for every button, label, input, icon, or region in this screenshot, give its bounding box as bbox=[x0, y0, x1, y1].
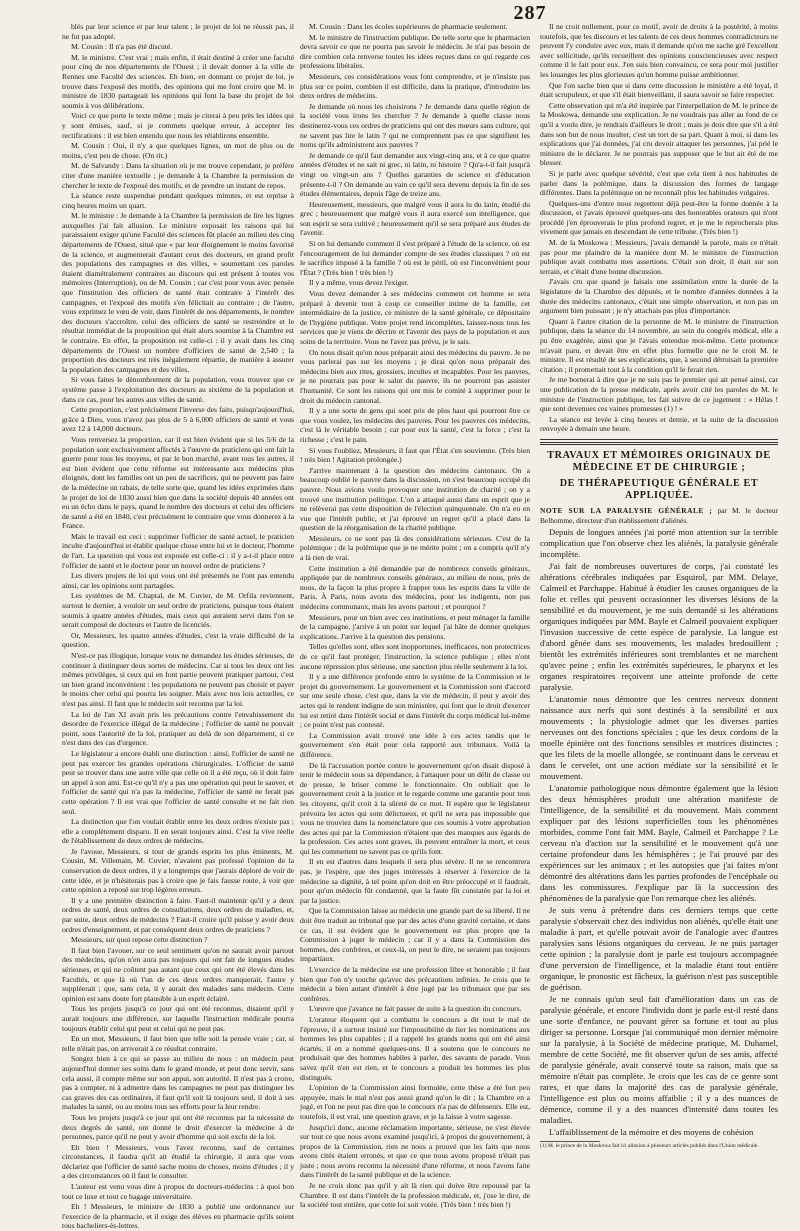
column-left bbox=[62, 22, 294, 1231]
article-byline: par M. le docteur Belhomme, directeur d'un établissement d'aliénés. bbox=[540, 505, 778, 525]
paragraph: J'avais cru que quand je faisais une assimilation entre la durée de la législature de la Chambre des députés, et le nombre d'années données à la durée des médecins cantonaux, c'était une simple observation, et non pas un argument bien puissant ; je n'y attachais pas plus d'importance. bbox=[540, 277, 778, 316]
footnote-rule bbox=[540, 1141, 600, 1142]
paragraph: Jusqu'ici donc, aucune réclamation importante, sérieuse, ne s'est élevée sur tout ce que nous avons examiné jusqu'ici, à propos du gouvernement, à propos de la Commission, rien ne nous a prouvé que les faits que nous avons cités étaient erronés, et que ce que nous avons proposé n'était pas juste ; nous avons reconnu la nécessité d'une réforme, et nous l'avons faite dans l'intérêt de la santé publique et de la science. bbox=[300, 1122, 530, 1180]
paragraph: Je ne connais qu'un seul fait d'amélioration dans un cas de paralysie générale, et encore l'individu dont je parle est-il resté dans une sorte d'enfance, ne pouvant gérer sa fortune et tout au plus diriger sa personne. Lorsque j'ai communiqué mon dernier mémoire sur la paralysie, à la Société de médecine pratique, M. Duhamel, membre de cette Société, me fit observer qu'un de ses amis, affecté de paralysie générale, avait conservé toute sa raison, mais que sa mémoire n'était pas complète. Je crois que les cas de ce genre sont rares, et que dans la majorité des cas de paralysie générale, l'intelligence est plus ou moins affaiblie ; il y a des nuances de démence, comme il y a des nuances d'intensité dans toutes les maladies. bbox=[540, 994, 778, 1126]
paragraph: Telles qu'elles sont, elles sont inopportunes, inefficaces, non protectrices de ce qu'il faut protéger, l'instruction, la science publique ; elles n'ont aucune répression plus sérieuse, une sanction plus réelle seulement à la loi. bbox=[300, 642, 530, 671]
paragraph: La loi de l'an XI avait pris les précautions contre l'envahissement du desordre de l'exercice illégal de la médecine ; l'officier de santé ne pouvait point, sous l'autorité de la loi, pratiquer au delà de son département, si ce n'est dans des cas d'urgence. bbox=[62, 709, 294, 748]
paragraph: La séance reste suspendue pendant quelques minutes, et est reprise à cinq heures moins un quart. bbox=[62, 191, 294, 210]
paragraph: Les divers projets de loi qui vous ont été présentés ne l'ont pas entendu ainsi, car les opinions sont partagées. bbox=[62, 571, 294, 590]
section-title: TRAVAUX ET MÉMOIRES ORIGINAUX DE MÉDECINE ET DE CHIRURGIE ; bbox=[547, 449, 771, 473]
paragraph: Il ne croit nullement, pour ce motif, avoir de droits à la postérité, à moins toutefois, que les discours et les talents de ces deux hommes contradicteurs ne peuvent l'y conduire avec eux, mais il demande qu'on me sache gré l'excellent avec sollicitude, qu'ils recueillent des opinions consciencieuses avec respect comme il le fait pour eux. J'en suis bien convaincu, ce sera pour moi justifier les louanges les plus glorieuses qu'un homme puisse ambitionner. bbox=[540, 22, 778, 79]
paragraph: Cette institution a été demandée par de nombreux conseils généraux, appliquée par de nombreux conseils généraux, au milieu de nous, près de nous, de la façon la plus propre à frapper tous les esprits dans la ville de Paris. À Paris, nous avons des médecins, pour les indigents, non pas médecins communaux, mais les avons partout ; et pourquoi ? bbox=[300, 563, 530, 612]
paragraph: M. le ministre : Je demande à la Chambre la permission de lire les lignes auxquelles j'ai fait allusion. Le ministre exposait les raisons qui lui paraissaient exiger qu'une Faculté des sciences fût placée au milieu des cinq départements de l'Ouest, situé que « par leur éloignement le moins favorisé de la science, et augmenterait d'autant ceux des docteurs, en grand profit des populations des campagnes et des villes, » soumettant ces paroles étaient diamétralement contraires au discours qui est présent à toutes vos mémoires (Interruption), ou de M. Cousin ; car c'est pour vous avec pensée que l'institution des officiers de santé était contraire à l'intérêt des campagnes, et l'exposé des motifs s'en félicitait au contraire ; de l'autre, vous exprimez le vœu de voir, dans l'intérêt de nos départements, le nombre des docteurs s'accroître, celui des officiers de santé se restreindre et le résultat immédiat de la proposition qui était alors soumise à la Chambre est le contraire. En effet, la proposition est celle-ci : il y avait dans les cinq départements de l'Ouest un nombre d'officiers de santé de 2,540 ; la proportion des docteurs est très inégalement répartie, de manière à assurer la population des campagnes et des villes. bbox=[62, 211, 294, 374]
paragraph: L'exercice de la médecine est une profession libre et honorable ; il faut bien que l'on n'y touche qu'avec des précautions infinies. Je crois que le médecin a bien autant d'intérêt à être jugé par les tribunaux que par ses confrères. bbox=[300, 965, 530, 1003]
paragraph: Il y a même, vous devez l'exiger. bbox=[309, 278, 409, 288]
paragraph: Tous les projets jusqu'à ce jour qui ont été reconnus, disaient qu'il y aurait toujours une différence, sur laquelle l'instruction médicale pourra toujours établir celui qui peut et celui qui ne peut pas. bbox=[62, 1004, 294, 1033]
article-body bbox=[540, 527, 778, 1138]
paragraph: Que l'on sache bien que si dans cette discussion le ministère a été loyal, il était scrupuleux, et que s'il était bienveillant, il saura savoir se faire respecter. bbox=[540, 80, 778, 100]
paragraph: Songez bien à ce qui se passe au milieu de nous : un médecin peut aujourd'hui donner ses soins dans le grand monde, et peut donc servir, sans cela aussi, il compte même sur son appui, son autorité. Il n'est pas à croire, pas à compter, ni à admettre dans les campagnes ne peut pas distinguer les cas graves des cas ordinaires, il faut qu'il soit là toujours seul, il doit à ses malades la santé, ou au moins tous ses efforts pour la leur rendre. bbox=[62, 1054, 294, 1112]
column-middle bbox=[300, 22, 530, 1210]
paragraph: M. Cousin : Il n'a pas été discuté. bbox=[71, 42, 173, 52]
paragraph: J'arrive maintenant à la question des médecins cantonaux. On a beaucoup oublié le pauvre dans la discussion, on s'est beaucoup occupé du pauvre. Nous avions voulu provoquer une institution de charité ; on y a trouvé une institution politique. L'on a attaqué aussi dans un esprit que je ne relèverai pas cette disposition de l'élection quinquennale. On n'a eu en vue que l'intérêt public, et j'ai éprouvé un regret qu'il a placé dans la question de la réorganisation de la charité publique. bbox=[300, 465, 530, 533]
paragraph: Mais le travail est ceci : supprimer l'officier de santé actuel, le praticien inculte d'aujourd'hui et établir quelque chose entre lui et le docteur, l'homme de l'art. La question qui vous est exposée est celle-ci : il y a-t-il place entre l'officier de santé et le docteur pour un nouvel ordre de praticiens ? bbox=[62, 531, 294, 570]
article-header bbox=[540, 506, 778, 525]
paragraph: Je suis venu à prétendre dans ces derniers temps que cette paralysie s'observait chez des individus non aliénés, qu'elle était une maladie à part, et qu'elle pouvait avoir de l'analogie avec d'autres paralysies sans lésions organiques du cerveau. Je ne puis partager cette opinion ; la paralysie dont je parle est toujours accompagnée d'une perversion de l'intelligence, et la maladie étant tout entière organique, le pronostic est fâcheux, la guérison n'est pas susceptible de guérison. bbox=[540, 905, 778, 993]
paragraph: Cette observation qui m'a été inspirée par l'interpellation de M. le prince de la Moskowa, demande une explication. Je ne voudrais pas aller au fond de ce qu'il a voulu dire, je rendrais d'ailleurs le droit ; mais je dois dire que s'il a été dans son but de nous insulter, c'est un tort de sa part. Quant à moi, si dans les explications que j'ai données, j'ai cru devoir attaquer les personnes, j'ai prié le ministre de le déclarer. Je ne pourrais pas supposer que le but ait été de me blesser. bbox=[540, 100, 778, 168]
paragraph: blés par leur science et par leur talent ; le projet de loi ne réussit pas, il ne fut pas adopté. bbox=[62, 22, 294, 41]
paragraph: Si je parle avec quelque sévérité, c'est que cela tient à nos habitudes de parler dans la polémique, dans la discussion des formes de langage différentes. Dans la polémique on ne reconnaît plus les habitudes vulgaires. bbox=[540, 168, 778, 198]
section-subtitle: DE THÉRAPEUTIQUE GÉNÉRALE ET APPLIQUÉE. bbox=[559, 477, 759, 501]
paragraph: De là l'accusation portée contre le gouvernement qu'on disait disposé à tenir le médecin sous sa dépendance, à l'attaquer pour un délit de classe ou de presse, le briser comme le fonctionnaire. On oubliait que le gouvernement croit à la justice et le regarde comme une garantie pour tous les citoyens, qu'il croit à la sûreté de ce mot. Il espère que le législateur prévoira les actes qui sont délictueux, et qu'il ne sera pas impossible que vous ne trouviez dans la nomenclature que ces soumis à votre approbation des actes qui par la Commission n'étaient que des manques aux égards de la profession. Ces actes sont graves, ils peuvent entraîner la mort, et ceux qui les commettent ne savent pas ce qu'ils font. bbox=[300, 760, 530, 856]
paragraph: La distinction que l'on voulait établir entre les deux ordres n'existe pas ; elle a complètement disparu. Il en serait toujours ainsi. C'est la vive réelle de l'établissement de deux ordres de médecins. bbox=[62, 817, 294, 846]
paragraph: On nous disait qu'on nous préparait ainsi des médecins du pauvre. Je ne vous parlerai pas sur les moyens ; je dirai qu'on nous préparait des médecins bien aux rites, grossiers, incultes et incapables. Pour les pauvres, je ne pourrais pas pour le salut du pauvre, ils ne pourront pas assister l'humanité. Ce sont les raisons qui ont mis le comité à supprimer pour le droit du médecin cantonal. bbox=[300, 347, 530, 405]
paragraph: Depuis de longues années j'ai porté mon attention sur la terrible complication que l'on observe chez les aliénés, la paralysie générale incomplète. bbox=[540, 527, 778, 560]
paragraph: Messieurs, sur quoi repose cette distinction ? bbox=[71, 935, 208, 945]
paragraph: Le législateur a encore établi une distinction : ainsi, l'officier de santé ne peut pas exercer les grandes opérations chirurgicales. L'officier de santé peut se trouver dans une autre ville que celle où il a été reçu, où il doit faire un appel à son ami. Est-ce qu'il n'y a pas une opération qui peut le sauver, et l'officier de santé qui n'a pas la médecine, l'officier de santé ne ferait pas cette opération ? Il est vrai que l'officier de santé consulte et ne fait rien seul. bbox=[62, 748, 294, 816]
page-number: 287 bbox=[513, 2, 547, 24]
paragraph: Je l'avoue, Messieurs, si tout de grands esprits les plus éminents, M. Cousin, M. Villemain, M. Cuvier, n'avaient pas professé l'opinion de la conservation de deux ordres, il y a longtemps que j'aurais déploré de voir de cette idée, et je n'hésiterais pas à croire que je fais fausse route, à voir que cette opinion a reposé sur trop légères erreurs. bbox=[62, 846, 294, 895]
paragraph: Messieurs, ces considérations vous font comprendre, et je n'insiste pas plus sur ce point, combien il est difficile, dans la pratique, d'introduire les deux ordres de médecins. bbox=[300, 71, 530, 101]
footnote: (1) M. le prince de la Moskowa fait ici allusion à plusieurs articles publiés dans l'Union médicale. bbox=[540, 1143, 759, 1150]
paragraph: M. de Salvandy : Dans la situation où je me trouve cependant, je préfère citer d'une manière textuelle ; je demande à la Chambre la permission de chercher le texte de l'exposé des motifs, et de prendre un instant de repos. bbox=[62, 161, 294, 190]
paragraph: M. le ministre de l'instruction publique. De telle sorte que le pharmacien devra savoir ce que ne pourra pas savoir le médecin. Je n'ai pas besoin de dire combien cela renverse toutes les idées reçues dans ce qui regarde ces professions libérales. bbox=[300, 32, 530, 71]
paragraph: Vous renversez la proportion, car il est bien évident que si les 5/6 de la population sont exclusivement affectés à l'œuvre de praticiens qui ont fait la guerre pour tous les moyens, et par le bon marché, avant tous les autres, il est bien évident que cette réforme est intéressante aux médecins plus éloignés, dont les familles ont un peu de sacrifices, qui ne peuvent pas faire de la médecine un rabais, de telle sorte que, quand les idées exprimées dans le projet de loi de 1830 aussi bien que dans la société depuis 40 années ont eu un écho dans le pays, quand le nombre des docteurs et celui des officiers de santé a été en 1840, c'est précisément le contraire que vous donnerez à la France. bbox=[62, 434, 294, 531]
paragraph: Eh bien ! Messieurs, vous l'avez reconnu, sauf de certaines circonstances, il faudra qu'il ait étudié la chirurgie, il aura que vous déclariez que l'officier de santé sache moins de choses, moins d'études ; il y a des circonstances où il faut le consulter. bbox=[62, 1142, 294, 1181]
paragraph: La séance est levée à cinq heures et demie, et la suite de la discussion renvoyée à demain une heure. bbox=[540, 414, 778, 434]
paragraph: Si vous l'oubliez, Messieurs, il faut que l'État s'en souvienne. (Très bien ! très bien ! Agitation prolongée.) bbox=[300, 445, 530, 465]
paragraph: Voici ce que porte le texte même ; mais je citerai à peu près les idées qui y sont émises, sauf, si je commets quelque erreur, à accepter les rectifications : il est bien entendu que nous les rétablirons ensemble. bbox=[62, 111, 294, 140]
paragraph: En un mot, Messieurs, il faut bien que telle soit la pensée vraie ; car, si telle n'était pas, on arriverait à ce résultat contraire. bbox=[62, 1034, 294, 1053]
paragraph: Quant à l'autre citation de la personne de M. le ministre de l'instruction publique, dans la séance du 14 novembre, au sein du congrès médical, elle a pu être exagérée, ainsi que je l'avais entendue moi-même. Cette prononce m'avait paru, et devait être en effet plus formelle que ne le croit M. le ministre. Il est résulté de ses explications, que, à second détruisait la première citation ; il promettait tout à la condition qu'il le ferait rien. bbox=[540, 316, 778, 374]
paragraph: Je ne crois donc pas qu'il y ait là rien qui doive être repoussé par la Chambre. Il est dans l'intérêt de la profession médicale, et, j'ose le dire, de la société tout entière, que cette loi soit votée. (Très bien ! très bien !) bbox=[300, 1181, 530, 1210]
paragraph: Or, Messieurs, les quatre années d'études, c'est la vraie difficulté de la question. bbox=[62, 630, 294, 650]
paragraph: Tous les projets jusqu'à ce jour qui ont été reconnus par la nécessité de deux degrés de santé, ont donné le droit d'exercer la médecine à de personnes, parce qu'il ne peut y avoir d'homme qui soit exclu de la loi. bbox=[62, 1112, 294, 1142]
paragraph: L'anatomie pathologique nous démontre également que la lésion des deux hémisphères produit une altération manifeste de l'intelligence, de la sensibilité et du mouvement. Mais comment expliquer par des lésions superficielles tous les phénomènes morbides, comme l'ont fait MM. Bayle, Calmeil et Parchappe ? Le cerveau n'a d'action sur la sensibilité et le mouvement qu'à une certaine profondeur dans les hémisphères ; je l'ai prouvé par des expériences sur les animaux ; et les autopsies que j'ai faites m'ont démontré des altérations dans les parties profondes de l'encéphale ou dans les commissures. J'explique par là la succession des phénomènes de la paralysie que l'on remarque chez les aliénés. bbox=[540, 783, 778, 904]
section-rule bbox=[540, 439, 778, 440]
paragraph: Je demande où nous les choisirons ? Je demande dans quelle région de la société vous irons les chercher ? Je demande à quelle classe nous destinerez-vous ces ordres de praticiens qui ont des mœurs sans culture, qui ne savent pas lire le latin ? qui ne comprennent pas ce que signifient les noms qu'ils administrent aux pauvres ? bbox=[300, 101, 530, 150]
paragraph: Quelques-uns d'entre nous regrettent déjà peut-être la forme donnée à la discussion, et j'avais éprouvé quelques-uns des honorables orateurs qui n'ont procédé j'en éprouverais le plus profond regret, et je me le reprocherais plus vivement que jamais en descendant de cette tribune. (Très bien !) bbox=[540, 198, 778, 237]
paragraph: M. de la Moskowa : Messieurs, j'avais demandé la parole, mais ce n'était pas pour me plaindre de la manière dont M. le ministre de l'instruction publique avait combattu mes assertions. C'était son droit, il était sur son terrain, et c'était d'une bonne discussion. bbox=[540, 238, 778, 276]
paragraph: Vous devez demander à ses médecins comment cet homme se sera préparé à devenir tout à coup ce conseiller intime de la famille, cet intermédiaire de la justice, ce ministre de la santé générale, ce dépositaire de l'hygiène publique. Votre projet rend incomplètes, laissez-nous tous les services que je viens de décrire et l'avenir des pays de la population et aux soins de la territoire. Vous ne l'avez pas prévu, je le sais. bbox=[300, 289, 530, 346]
column-right bbox=[540, 22, 778, 1150]
article-heading: NOTE SUR LA PARALYSIE GÉNÉRALE ; bbox=[540, 505, 713, 515]
paragraph: M. Cousin : Oui, il n'y a que quelques lignes, un mot de plus ou de moins, c'est peu de chose. (On rit.) bbox=[62, 141, 294, 160]
section-double-rule bbox=[540, 442, 778, 445]
paragraph: Il en est d'autres dans lesquels il sera plus sévère. Il ne se rencontrera pas, je l'espère, que des juges intéressés à réserver à l'exercice de la médecine sa dignité, à tel point qu'on doit en être préoccupé et il faudrait, pour qu'un médecin fût condamné, que la faute fût constatée par la loi et par la justice. bbox=[300, 857, 530, 905]
paragraph: Il y a une première distinction à faire. Faut-il maintenir qu'il y a deux ordres de santé, deux ordres de consultations, deux ordres de maladies, et, par suite, deux ordres de médecins ? Faut-il croire qu'il puisse y avoir deux ordres d'enseignement, et par conséquent deux ordres de praticiens ? bbox=[62, 895, 294, 934]
paragraph: Heureusement, messieurs, que malgré vous il aura lu du latin, étudié du grec ; heureusement que malgré vous il aura exercé son intelligence, que son esprit se sera cultivé ; heureusement qu'il se sera préparé aux études de l'avenir. bbox=[300, 199, 530, 238]
paragraph: La Commission avait trouvé une idée à ces actes tandis que le gouvernement s'en était pour cela rapporté aux tribunaux. Voilà la différence. bbox=[300, 730, 530, 759]
paragraph: L'œuvre que j'avance ne fait passer de suite à la question du concours. bbox=[309, 1004, 522, 1014]
paragraph: Messieurs, ce ne sont pas là des considérations sérieuses. C'est de la polémique ; de la polémique que je ne mérite point ; on a compris qu'il n'y a là rien de vrai. bbox=[300, 533, 530, 563]
paragraph: L'auteur est venu vous dire à propos de docteurs-médecins : à quoi bon tout ce luxe et tout ce bagage universitaire. bbox=[62, 1182, 294, 1201]
paragraph: J'ai fait de nombreuses ouvertures de corps, j'ai constaté les altérations cérébrales indiquées par Esquirol, par MM. Delaye, Calmeil et Parchappe. Habitué à étudier les causes organiques de la folie et celles qui peuvent occasionner les diverses lésions de la sensibilité et du mouvement, je me suis demandé si les altérations organiques indiquées par MM. Bayle et Calmeil pouvaient expliquer l'invasion successive de cette espèce de paralysie. La langue est d'abord gênée dans ses mouvements, les malades bredouillent ; bientôt les extrémités inférieures sont tremblantes et ne marchent qu'avec peine ; enfin les extrémités supérieures, le pharynx et les organes respiratoires reçoivent une atteinte profonde de cette paralysie. bbox=[540, 561, 778, 693]
paragraph: Il faut bien l'avouer, sur ce seul sentiment qu'on ne saurait avoir partout des médecins, qu'on n'en aura pas toujours qui ont fait de longues études sérieuses, et qui ne coûtent pas autant que ceux qui ont été élevés dans les Facultés, et que là où l'un de ces deux ordres manquerait, l'autre y suppléerait ; que, sans cela, il y aurait des malades sans médecin. Cette opinion est sans doute fort plausible à un esprit éclairé. bbox=[62, 945, 294, 1003]
session-transcript-end bbox=[540, 22, 778, 434]
paragraph: Je me bornerai à dire que je ne suis pas le premier qui ait pensé ainsi, car une publication de la presse médicale, après avoir cité les paroles de M. le ministre de l'instruction publique, les fait suivre de ce jugement : « Hélas ! que sont devenues ces vaines promesses (1) ! » bbox=[540, 375, 778, 414]
paragraph: L'opinion de la Commission ainsi formulée, cette thèse a été fort peu appuyée, mais le mal n'est pas aussi grand qu'on le dit ; la Chambre en a jugé, et l'on ne peut pas dire que le concours n'a pas de défenseurs. Elle est, toutefois, il est vrai, une question grave, et je la laisse à votre sagesse. bbox=[300, 1083, 530, 1121]
paragraph: M. le ministre. C'est vrai ; mais enfin, il était destiné à créer une faculté pour cinq de nos départements de l'Ouest ; il devait donner à la ville de Rennes une Faculté des sciences. Eh bien, en donnant ce projet de loi, je trouve dans l'exposé des motifs, des opinions qui me font croire que M. le ministre de 1830 partageait les opinions qui font la base du projet de loi soumis à vos délibérations. bbox=[62, 52, 294, 110]
paragraph: Eh ! Messieurs, le ministre de 1830 a publié une ordonnance sur l'exercice de la pharmacie, et il exige des élèves en pharmacie qu'ils soient tous bacheliers-ès-lettres. bbox=[62, 1202, 294, 1231]
paragraph: M. Cousin : Dans les écoles supérieures de pharmacie seulement. bbox=[309, 22, 508, 31]
paragraph: Messieurs, pour un bien avec ces institutions, et peut ménager la famille de la campagne, j'arrive à un point sur lequel j'ai hâte de donner quelques explications. J'arrive à la question des pensions. bbox=[300, 612, 530, 641]
paragraph: Si on lui demande comment il s'est préparé à l'étude de la science, où est l'encouragement de lui demander compte de ses études classiques ? où est le sacrifice imposé à la famille ? où est le péril, où est l'inconvénient pour l'État ? (Très bien ! très bien !) bbox=[300, 239, 530, 277]
paragraph: Il y a une différence profonde entre le système de la Commission et le projet du gouvernement. Le gouvernement et la Commission sont d'accord sur une seule chose, c'est que, dans la vie de médecin, il peut y avoir des actes qui le rendent indigne de son ministère, qui font que le droit d'exercer lui est retiré dans l'intérêt social et dans l'intérêt du corps médical lui-même ; ce point n'est pas contesté. bbox=[300, 672, 530, 730]
paragraph: Je demande ce qu'il faut demander aux vingt-cinq ans, et à ce que quatre années d'études et ne sait ni grec, ni latin, ni histoire ? Qu'a-t-il fait jusqu'à vingt ou vingt-un ans ? Quelles garanties de science et d'éducation présente-t-il ? On demande au vain ce qu'il sera devenu depuis la fin de ses études élémentaires, depuis l'âge de treize ans. bbox=[300, 150, 530, 199]
paragraph: Les systèmes de M. Chaptal, de M. Cuvier, de M. Orfila reviennent, surtout le dernier, à vouloir un seul ordre de praticiens, puisque tous étaient soumis à quatre années d'études, mais ceux qui auraient servi dans l'on se serait composé de docteurs et l'autre de licenciés. bbox=[62, 591, 294, 630]
paragraph: Si vous faites le dénombrement de la population, vous trouvez que ce système passe à l'exploitation des docteurs au sixième de la population et dans ce cas, pour les autres aux villes de santé. bbox=[62, 375, 294, 404]
paragraph: Il y a une sorte de gens qui sont pris de plus haut qui pourront être ce que vous voulez, les médecins des pauvres. Pour les pauvres ces médecins, c'est là le véritable besoin ; car pour eux la santé, c'est la force ; c'est la richesse ; c'est le pain. bbox=[300, 406, 530, 444]
paragraph: N'est-ce pas illogique, lorsque vous ne demandez les études sérieuses, de continuer à distinguer deux sortes de médecins. Car si tous les deux ont les mêmes privilèges, si ceux qui en font partie peuvent pratiquer partout, c'est un bien grand inconvénient : les populations ne peuvent pas choisir et payer le moins cher celui qui pourra les soigner. Mais avec nos lois actuelles, ce n'est pas ainsi. Il faut que le médecin soit reconnu par la loi. bbox=[62, 651, 294, 708]
paragraph: Cette proportion, c'est précisément l'inverse des faits, puisqu'aujourd'hui, grâce à Dieu, vous n'avez pas plus de 5 à 6,000 officiers de santé et vous avez 12 à 14,000 docteurs. bbox=[62, 405, 294, 434]
paragraph: Que la Commission laisse au médecin une grande part de sa liberté. Il ne doit être traduit au tribunal que par des actes d'une gravité certaine, et dans ce cas, il est évident que le gouvernement est plus propre que la Commission à juger le médecin ; car il y a dans la Commission des hommes, des confrères, et ceux-là, on peut le dire, ne seraient pas toujours impartiaux. bbox=[300, 906, 530, 964]
paragraph: L'anatomie nous démontre que les centres nerveux donnent naissance aux nerfs qui sont destinés à la sensibilité et aux mouvements ; la physiologie admet que les diverses parties nerveuses ont des fonctions spéciales ; que les deux cordons de la moelle épinière ont des fonctions sensibles et motrices distinctes ; que les filets de la moelle allongée, se continuant dans le cerveau et dans le cervelet, ont une action médiate sur la sensibilité et le mouvement. bbox=[540, 694, 778, 782]
paragraph: L'affaiblissement de la mémoire et des moyens de cohésion bbox=[549, 1127, 754, 1138]
paragraph: L'orateur éloquent qui a combattu le concours a dit tout le mal de l'épreuve, il a surtout insisté sur l'impossibilité de lier les nominations aux hommes les plus capables ; il a rappelé les grands noms qui ont été ainsi écartés, il en a nommé quelques-uns. Il a soutenu que le concours ne produisait que des hommes habiles à parler, des savants de parade. Vous savez qu'il n'en est rien, et le concours a produit les hommes les plus distingués. bbox=[300, 1014, 530, 1082]
